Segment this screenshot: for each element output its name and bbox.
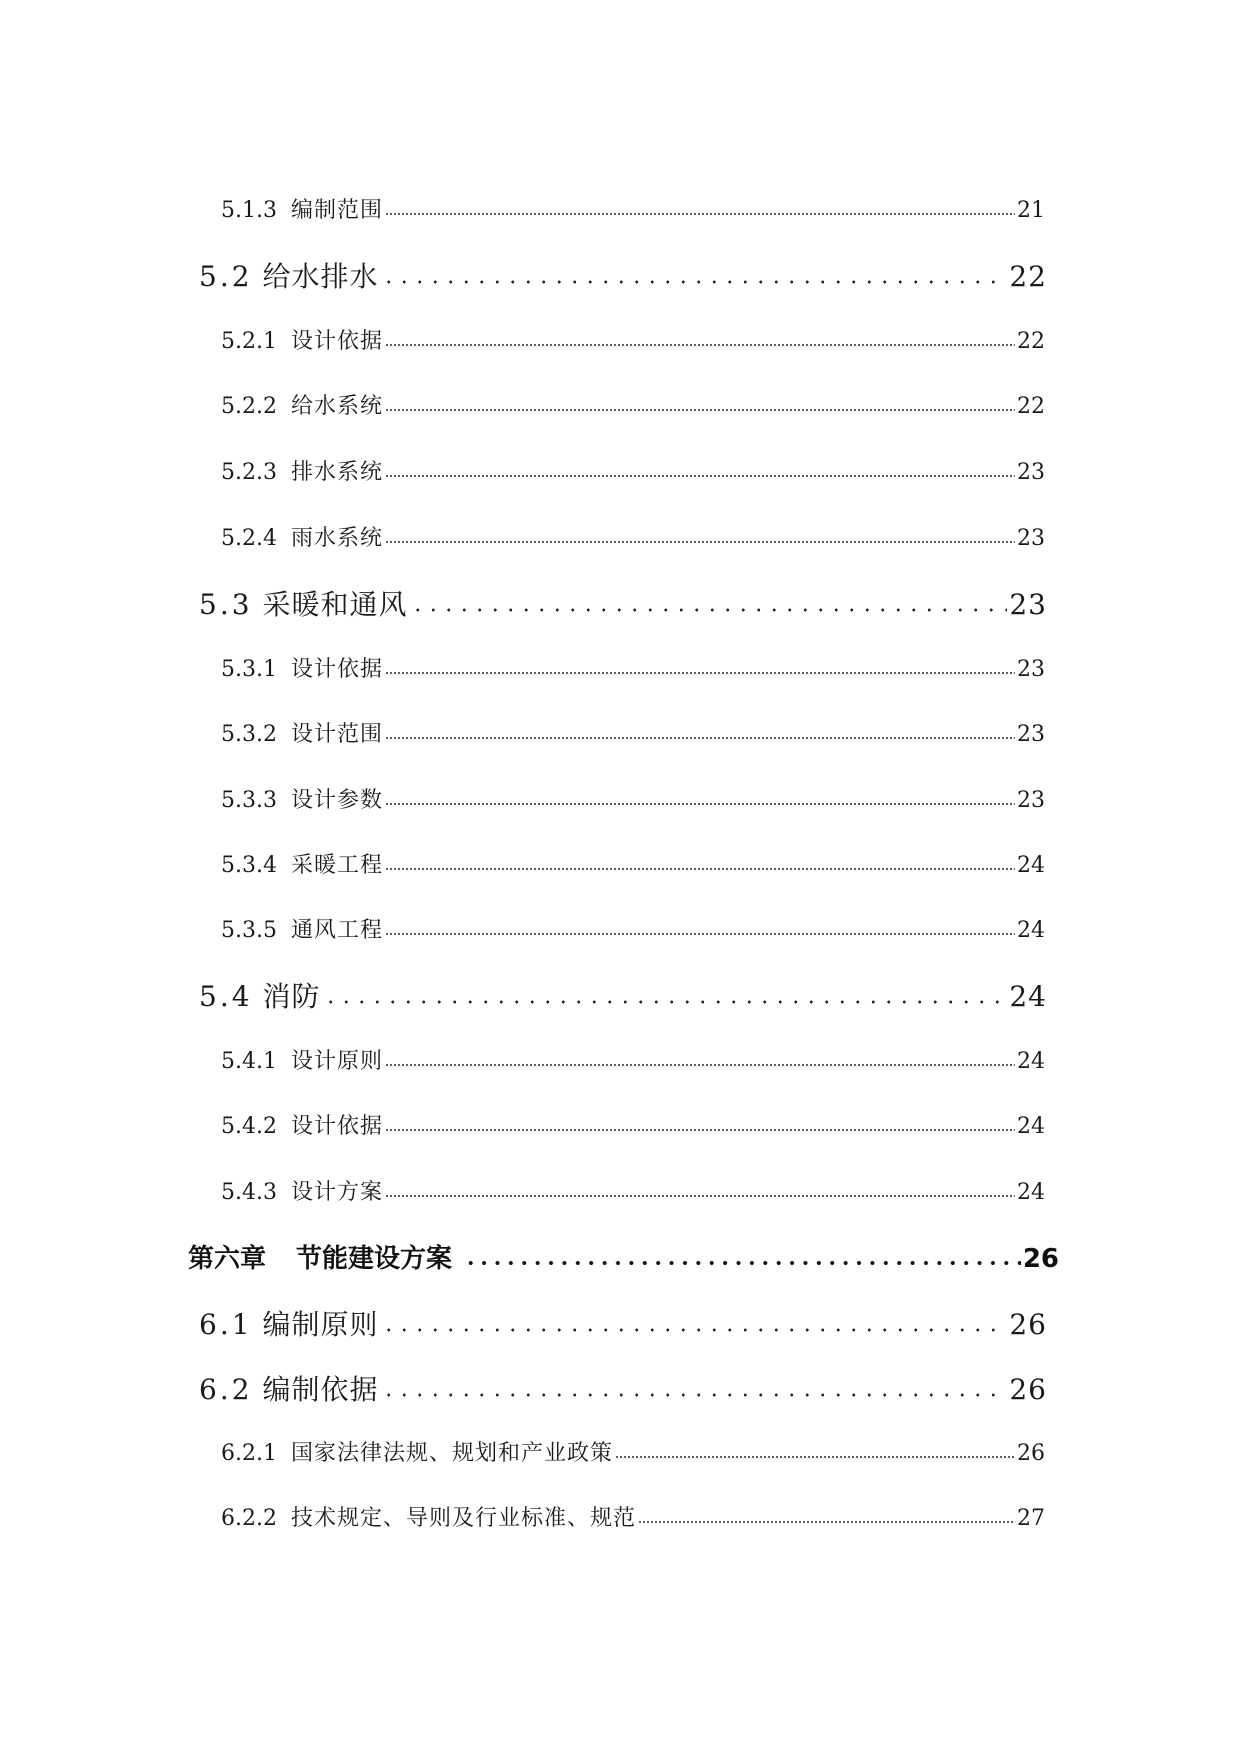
dot-leader — [410, 606, 1008, 614]
toc-entry-title: 雨水系统 — [290, 526, 383, 551]
toc-entry-number: 5.4.3 — [221, 1180, 277, 1205]
toc-entry-page: 24 — [1017, 918, 1045, 943]
dot-leader — [385, 539, 1015, 545]
toc-entry-5-2-1[interactable] — [221, 324, 1045, 355]
toc-entry-page: 22 — [1009, 260, 1047, 293]
dot-leader — [381, 1391, 1008, 1399]
toc-entry-number: 6.2 — [199, 1373, 253, 1406]
toc-entry-5-2-3[interactable] — [221, 455, 1045, 486]
toc-entry-title: 技术规定、导则及行业标准、规范 — [290, 1506, 636, 1531]
toc-entry-chapter-6[interactable] — [188, 1238, 1059, 1275]
toc-entry-title: 编制依据 — [262, 1373, 379, 1406]
toc-entry-5-3[interactable] — [199, 583, 1047, 623]
toc-entry-number: 5.2 — [199, 260, 253, 293]
toc-entry-5-4-1[interactable] — [221, 1044, 1045, 1075]
dot-leader — [464, 1259, 1021, 1267]
toc-entry-number: 5.2.1 — [221, 329, 277, 354]
toc-entry-title: 设计原则 — [290, 1049, 383, 1074]
toc-entry-title: 设计参数 — [290, 788, 383, 813]
toc-entry-5-2-4[interactable] — [221, 521, 1045, 552]
toc-entry-number: 5.4.2 — [221, 1114, 277, 1139]
toc-entry-5-1-3[interactable] — [221, 193, 1045, 224]
toc-entry-page: 24 — [1009, 980, 1047, 1013]
toc-entry-6-1[interactable] — [199, 1303, 1047, 1343]
dot-leader — [381, 1326, 1008, 1334]
toc-entry-page: 21 — [1017, 198, 1045, 223]
toc-entry-number: 5.3.1 — [221, 657, 277, 682]
toc-entry-number: 5.2.4 — [221, 526, 277, 551]
toc-entry-title: 排水系统 — [290, 460, 383, 485]
toc-entry-number: 5.2.3 — [221, 460, 277, 485]
toc-entry-title: 设计范围 — [290, 722, 383, 747]
toc-entry-5-3-4[interactable] — [221, 848, 1045, 879]
dot-leader — [385, 1062, 1015, 1068]
toc-entry-page: 24 — [1017, 1180, 1045, 1205]
toc-entry-number: 5.3.4 — [221, 853, 277, 878]
dot-leader — [385, 931, 1015, 937]
toc-entry-page: 26 — [1017, 1441, 1045, 1466]
toc-entry-title: 编制原则 — [262, 1308, 379, 1341]
toc-entry-6-2-2[interactable] — [221, 1501, 1045, 1532]
toc-entry-page: 23 — [1017, 657, 1045, 682]
toc-entry-page: 23 — [1017, 526, 1045, 551]
toc-entry-6-2-1[interactable] — [221, 1436, 1045, 1467]
toc-entry-5-3-3[interactable] — [221, 783, 1045, 814]
dot-leader — [385, 866, 1015, 872]
toc-entry-page: 26 — [1022, 1244, 1059, 1274]
toc-entry-title: 通风工程 — [290, 918, 383, 943]
toc-entry-title: 消防 — [262, 980, 321, 1013]
dot-leader — [385, 735, 1015, 741]
toc-chapter-number: 第六章 — [188, 1244, 267, 1274]
toc-entry-title: 设计依据 — [290, 329, 383, 354]
dot-leader — [381, 278, 1008, 286]
toc-entry-title: 设计方案 — [290, 1180, 383, 1205]
toc-entry-5-3-1[interactable] — [221, 652, 1045, 683]
toc-entry-page: 24 — [1017, 853, 1045, 878]
dot-leader — [323, 998, 1008, 1006]
toc-entry-title: 编制范围 — [290, 198, 383, 223]
toc-entry-number: 6.2.2 — [221, 1506, 277, 1531]
toc-entry-title: 给水排水 — [262, 260, 379, 293]
toc-entry-page: 24 — [1017, 1049, 1045, 1074]
dot-leader — [385, 407, 1015, 413]
toc-entry-5-2-2[interactable] — [221, 389, 1045, 420]
toc-entry-5-2[interactable] — [199, 255, 1047, 295]
toc-entry-page: 26 — [1009, 1373, 1047, 1406]
dot-leader — [615, 1454, 1015, 1460]
dot-leader — [385, 342, 1015, 348]
toc-entry-5-4[interactable] — [199, 975, 1047, 1015]
dot-leader — [638, 1519, 1015, 1525]
toc-entry-5-4-3[interactable] — [221, 1175, 1045, 1206]
toc-entry-page: 22 — [1017, 329, 1045, 354]
toc-entry-5-4-2[interactable] — [221, 1109, 1045, 1140]
toc-entry-title: 采暖和通风 — [262, 588, 408, 621]
toc-entry-page: 23 — [1017, 722, 1045, 747]
toc-entry-number: 6.2.1 — [221, 1441, 277, 1466]
toc-entry-page: 24 — [1017, 1114, 1045, 1139]
dot-leader — [385, 1127, 1015, 1133]
dot-leader — [385, 211, 1015, 217]
toc-entry-title: 设计依据 — [290, 1114, 383, 1139]
toc-entry-number: 5.3 — [199, 588, 253, 621]
toc-entry-number: 5.4 — [199, 980, 253, 1013]
toc-entry-title: 采暖工程 — [290, 853, 383, 878]
toc-entry-number: 5.4.1 — [221, 1049, 277, 1074]
toc-entry-page: 26 — [1009, 1308, 1047, 1341]
toc-entry-number: 6.1 — [199, 1308, 253, 1341]
dot-leader — [385, 801, 1015, 807]
toc-entry-number: 5.3.5 — [221, 918, 277, 943]
toc-entry-title: 国家法律法规、规划和产业政策 — [290, 1441, 613, 1466]
dot-leader — [385, 670, 1015, 676]
toc-entry-page: 23 — [1017, 460, 1045, 485]
toc-entry-title: 给水系统 — [290, 394, 383, 419]
toc-entry-6-2[interactable] — [199, 1368, 1047, 1408]
toc-entry-page: 23 — [1017, 788, 1045, 813]
toc-entry-page: 22 — [1017, 394, 1045, 419]
toc-entry-5-3-2[interactable] — [221, 717, 1045, 748]
toc-entry-page: 27 — [1017, 1506, 1045, 1531]
dot-leader — [385, 473, 1015, 479]
toc-entry-number: 5.3.2 — [221, 722, 277, 747]
dot-leader — [385, 1193, 1015, 1199]
toc-entry-page: 23 — [1009, 588, 1047, 621]
toc-entry-number: 5.1.3 — [221, 198, 277, 223]
toc-entry-number: 5.3.3 — [221, 788, 277, 813]
toc-entry-5-3-5[interactable] — [221, 913, 1045, 944]
toc-chapter-title: 节能建设方案 — [296, 1244, 453, 1274]
toc-entry-title: 设计依据 — [290, 657, 383, 682]
toc-entry-number: 5.2.2 — [221, 394, 277, 419]
